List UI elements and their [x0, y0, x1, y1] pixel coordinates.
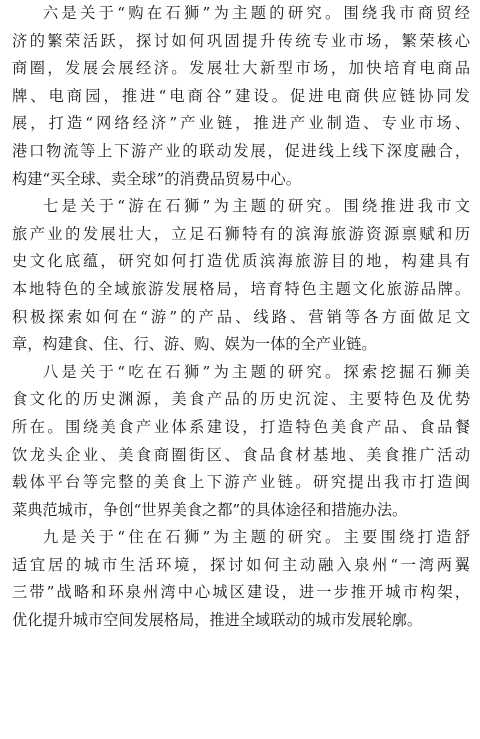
text-line: 六是关于“购在石狮”为主题的研究。围绕我市商贸经	[43, 4, 470, 22]
text-line: 史文化底蕴，研究如何打造优质滨海旅游目的地，构建具有	[12, 252, 470, 271]
paragraph-travel	[12, 193, 470, 359]
text-line: 本地特色的全域旅游发展格局，培育特色主题文化旅游品牌。	[12, 279, 470, 298]
text-line: 饮龙头企业、美食商圈街区、食品食材基地、美食推广活动	[12, 445, 470, 464]
text-line: 构建“买全球、卖全球”的消费品贸易中心。	[12, 169, 301, 188]
text-line: 旅产业的发展壮大，立足石狮特有的滨海旅游资源禀赋和历	[12, 224, 470, 243]
paragraph-purchase	[12, 0, 470, 193]
text-line: 所在。围绕美食产业体系建设，打造特色美食产品、食品餐	[12, 417, 470, 436]
text-line: 章，构建食、住、行、游、购、娱为一体的全产业链。	[12, 335, 377, 354]
text-line: 济的繁荣活跃，探讨如何巩固提升传统专业市场，繁荣核心	[12, 31, 470, 50]
text-line: 九是关于“住在石狮”为主题的研究。主要围绕打造舒	[43, 528, 470, 547]
text-line: 三带”战略和环泉州湾中心城区建设，进一步推开城市构架，	[12, 583, 470, 602]
text-line: 载体平台等完整的美食上下游产业链。研究提出我市打造闽	[12, 473, 470, 492]
text-line: 积极探索如何在“游”的产品、线路、营销等各方面做足文	[12, 307, 470, 326]
text-line: 牌、电商园，推进“电商谷”建设。促进电商供应链协同发	[12, 86, 470, 105]
text-line: 适宜居的城市生活环境，探讨如何主动融入泉州“一湾两翼	[12, 555, 470, 574]
text-line: 商圈，发展会展经济。发展壮大新型市场，加快培育电商品	[12, 59, 470, 78]
paragraph-living	[12, 524, 470, 634]
text-line: 优化提升城市空间发展格局，推进全域联动的城市发展轮廓。	[12, 611, 423, 630]
text-line: 港口物流等上下游产业的联动发展，促进线上线下深度融合，	[12, 141, 470, 160]
text-line: 食文化的历史渊源，美食产品的历史沉淀、主要特色及优势	[12, 390, 470, 409]
paragraph-food	[12, 359, 470, 525]
text-line: 七是关于“游在石狮”为主题的研究。围绕推进我市文	[43, 197, 470, 216]
text-line: 八是关于“吃在石狮”为主题的研究。探索挖掘石狮美	[43, 362, 470, 381]
text-line: 展，打造“网络经济”产业链，推进产业制造、专业市场、	[12, 114, 470, 133]
text-line: 菜典范城市，争创“世界美食之都”的具体途径和措施办法。	[12, 500, 408, 519]
